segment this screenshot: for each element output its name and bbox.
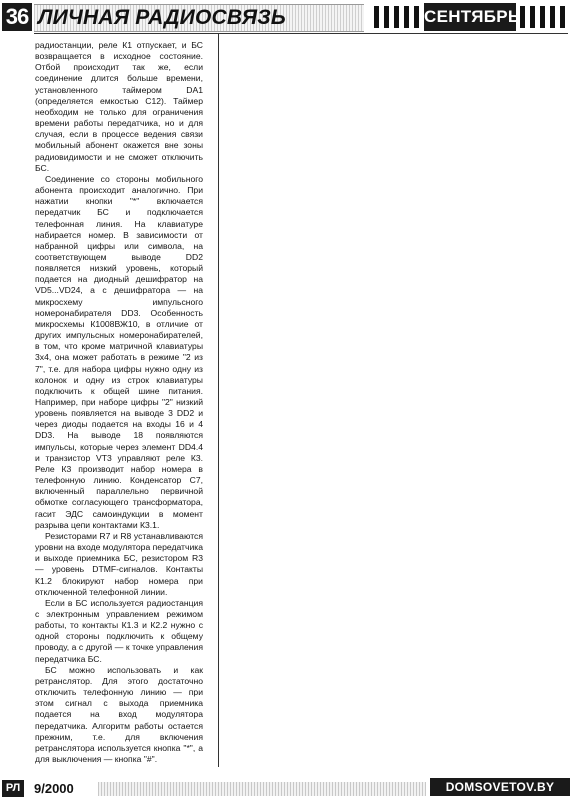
page-header	[0, 0, 575, 33]
page-footer	[0, 776, 575, 800]
section-title-bar	[34, 4, 364, 32]
decorative-bars-right	[520, 6, 568, 28]
magazine-logo: РЛ	[2, 780, 24, 797]
paragraph: Если в БС используется радиостанция с электронным управлением режимом работы, то контакты К1.3 и К2.2 нужно с одной стороны подключить к общему проводу, а с другой — к точке управления передатчика БС.	[35, 597, 203, 664]
paragraph: БС можно использовать и как ретранслятор. Для этого достаточно отключить телефонную линию — при этом сигнал с выхода приемника подается на вход модулятора передатчика. Алгоритм работы остается прежним, т.е. для включения ретранслятора используется кнопка "*", а для выключения — кнопка "#".	[35, 664, 203, 764]
paragraph: Резисторами R7 и R8 устанавливаются уровни на входе модулятора передатчика и выходе приемника БС, резистором R3 — уровень DTMF-сигналов. Контакты К1.2 блокируют набор номера при отключенной телефонной линии.	[35, 530, 203, 597]
footer-texture-bar	[98, 782, 426, 796]
paragraph: Соединение со стороны мобильного абонента происходит аналогично. При нажатии кнопки "*" включается передатчик БС и подключается телефонная линия. На клавиатуре набирается номер. В зависимости от набранной цифры или символа, на соответствующем выводе DD2 появляется низкий уровень, который подается на диодный дешифратор на VD5...VD24, а с дешифратора — на микросхему импульсного номеронабирателя DD3. Особенность микросхемы К1008ВЖ10, в отличие от других импульсных номеронабирателей, в том, что кроме матричной клавиатуры 3х4, она может работать в режиме "2 из 7", т.е. для набора цифры нужно одну из колонок и одну из строк клавиатуры подключить к общей шине питания. Например, при наборе цифры "2" низкий уровень появляется на выводе 3 DD2 и через диоды подается на входы 16 и 4 DD3. На выводе 18 появляются импульсы, которые через элемент DD4.4 и транзистор VT3 управляют реле К3. Реле К3 производит набор номера в телефонную линию. Конденсатор С7, включенный параллельно первичной обмотке согласующего трансформатора, гасит ЭДС самоиндукции в момент разрыва цепи контактами К3.1.	[35, 173, 203, 530]
decorative-bars-left	[374, 6, 422, 28]
page-number: 36	[2, 3, 32, 31]
month-label: СЕНТЯБРЬ	[424, 3, 516, 31]
header-rule	[34, 33, 568, 34]
paragraph: радиостанции, реле К1 отпускает, и БС возвращается в исходное состояние. Отбой происходит так же, если соединение длится больше времени, установленного таймером DA1 (определяется емкостью С12). Таймер необходим не только для ограничения времени работы передатчика, но и для случая, если в процессе ведения связи мобильный абонент окажется вне зоны радиовидимости и не сможет отключить БС.	[35, 40, 203, 173]
column-divider	[218, 34, 219, 767]
issue-number: 9/2000	[34, 781, 74, 796]
section-title: ЛИЧНАЯ РАДИОСВЯЗЬ	[38, 6, 286, 29]
text-column	[35, 40, 203, 765]
site-watermark: DOMSOVETOV.BY	[430, 778, 570, 796]
